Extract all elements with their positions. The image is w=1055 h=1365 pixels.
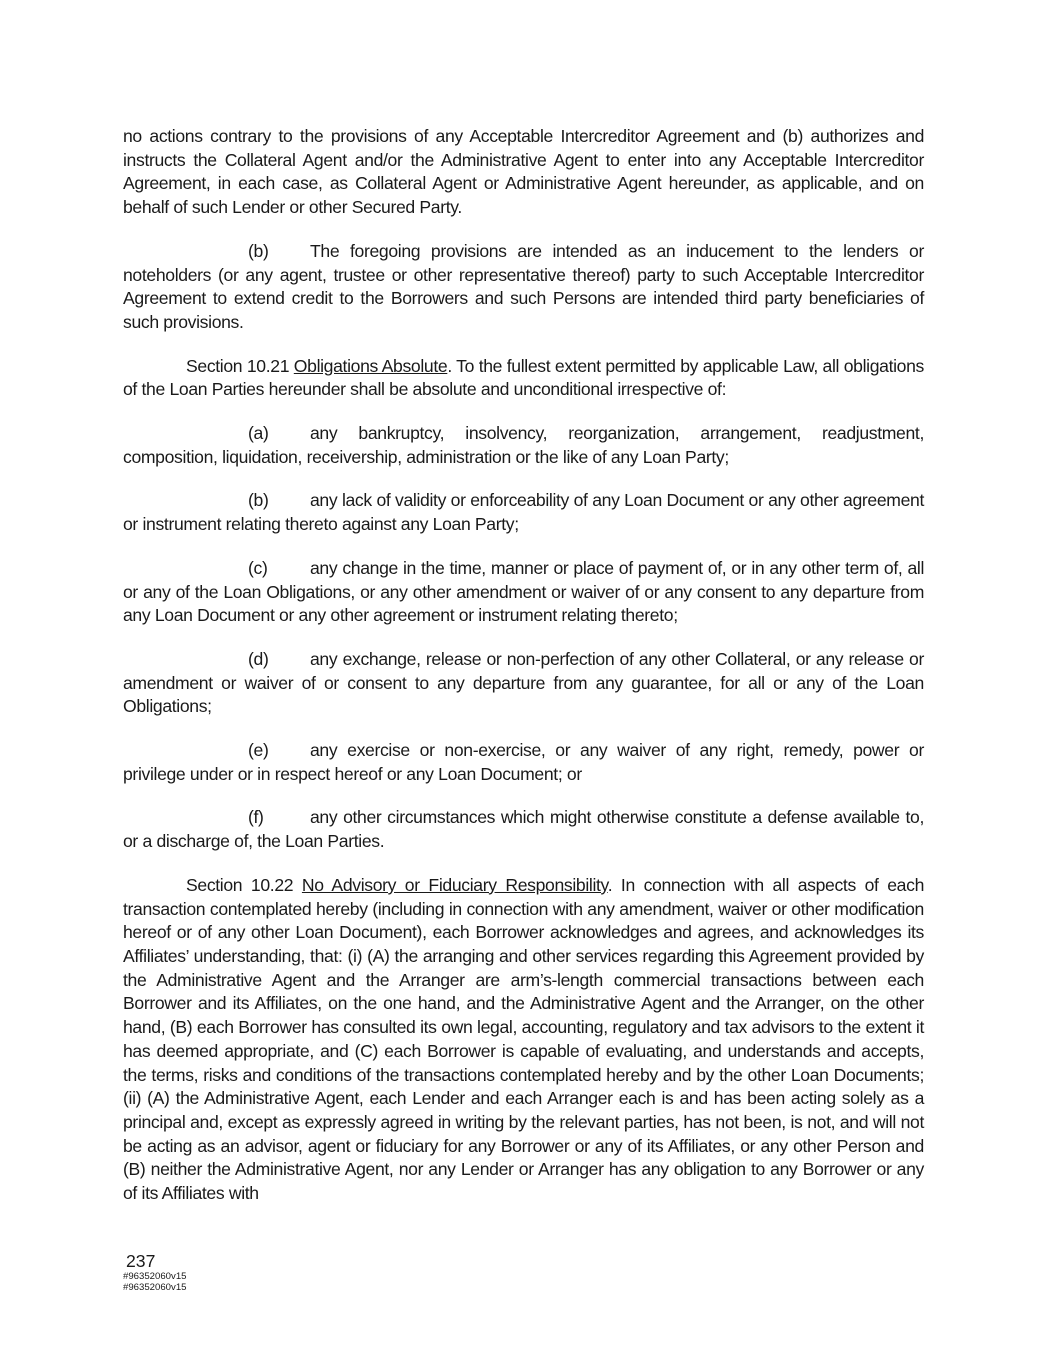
clause-label: (a)	[248, 423, 269, 444]
clause-label: (b)	[248, 490, 269, 511]
clause-f	[123, 806, 924, 853]
page-number: 237	[126, 1251, 156, 1271]
clause-b	[123, 489, 924, 536]
clause-e	[123, 739, 924, 786]
clause-label: (d)	[248, 648, 269, 669]
paragraph-gap	[123, 537, 924, 557]
paragraph-gap	[123, 854, 924, 874]
clause-a	[123, 422, 924, 469]
clause-text: The foregoing provisions are intended as an inducement to the lenders or noteholders (or any agent, trustee or other representative thereof) party to such Acceptable Intercreditor Agreement to extend credit to the Borrowers and such Persons are intended third party beneficiaries of such provisions.	[123, 240, 924, 332]
clause-label: (c)	[248, 557, 268, 578]
section-number: Section 10.21	[186, 355, 290, 376]
clause-text: any change in the time, manner or place of payment of, or in any other term of, all or any of the Loan Obligations, or any other amendment or waiver of or any consent to any departure from any Loan Document or any other agreement or instrument relating thereto;	[123, 557, 924, 626]
document-page	[123, 125, 924, 1206]
clause-text: any other circumstances which might otherwise constitute a defense available to, or a discharge of, the Loan Parties.	[123, 807, 924, 852]
paragraph-continuation: no actions contrary to the provisions of any Acceptable Intercreditor Agreement and (b) authorizes and instructs the Collateral Agent and/or the Administrative Agent to enter into any Acceptable Intercreditor Agreement, in each case, as Collateral Agent or Administrative Agent hereunder, as applicable, and on behalf of such Lender or other Secured Party.	[123, 126, 924, 218]
paragraph-gap	[123, 628, 924, 648]
paragraph-gap	[123, 469, 924, 489]
clause-c	[123, 557, 924, 628]
paragraph-gap	[123, 335, 924, 355]
clause-text: any exchange, release or non-perfection of any other Collateral, or any release or amendment or waiver of or consent to any departure from any guarantee, for all or any of the Loan Obligations;	[123, 648, 924, 717]
clause-label: (f)	[248, 807, 264, 828]
paragraph-gap	[123, 402, 924, 422]
document-id: #96352060v15	[123, 1271, 187, 1282]
clause-b-intercreditor	[123, 240, 924, 335]
section-text: . In connection with all aspects of each transaction contemplated hereby (including in connection with any amendment, waiver or other modification hereof or of any other Loan Document), each Borrower acknowledges and agrees, and acknowledges its Affiliates’ understanding, that: (i) (A) the arranging and other services regarding this Agreement provided by the Administrative Agent and the Arranger are arm’s-length commercial transactions between each Borrower and its Affiliates, on the one hand, and the Administrative Agent and the Arranger, on the other hand, (B) each Borrower has consulted its own legal, accounting, regulatory and tax advisors to the extent it has deemed appropriate, and (C) each Borrower is capable of evaluating, and understands and accepts, the terms, risks and conditions of the transactions contemplated hereby and by the other Loan Documents; (ii) (A) the Administrative Agent, each Lender and each Arranger each is and has been acting solely as a principal and, except as expressly agreed in writing by the relevant parties, has not been, is not, and will not be acting as an advisor, agent or fiduciary for any Borrower or any of its Affiliates, or any other Person and (B) neither the Administrative Agent, nor any Lender or Arranger has any obligation to any Borrower or any of its Affiliates with	[123, 874, 924, 1204]
paragraph-gap	[123, 786, 924, 806]
paragraph-gap	[123, 719, 924, 739]
clause-text: any lack of validity or enforceability of any Loan Document or any other agreement or instrument relating thereto against any Loan Party;	[123, 490, 924, 535]
document-id: #96352060v15	[123, 1282, 187, 1293]
section-text: . To the fullest extent permitted by applicable Law, all obligations of the Loan Parties hereunder shall be absolute and unconditional irrespective of:	[123, 355, 924, 400]
clause-text: any bankruptcy, insolvency, reorganization, arrangement, readjustment, composition, liquidation, receivership, administration or the like of any Loan Party;	[123, 423, 924, 467]
clause-text: any exercise or non-exercise, or any waiver of any right, remedy, power or privilege under or in respect hereof or any Loan Document; or	[123, 740, 924, 784]
clause-label: (e)	[248, 740, 269, 761]
section-10-21	[123, 355, 924, 402]
clause-d	[123, 648, 924, 719]
section-heading: Obligations Absolute	[293, 355, 448, 376]
section-heading: No Advisory or Fiduciary Responsibility	[301, 874, 608, 895]
section-number: Section 10.22	[186, 874, 294, 895]
paragraph-gap	[123, 220, 924, 240]
section-10-22	[123, 874, 924, 1206]
page-footer	[123, 1251, 187, 1293]
clause-label: (b)	[248, 240, 269, 261]
